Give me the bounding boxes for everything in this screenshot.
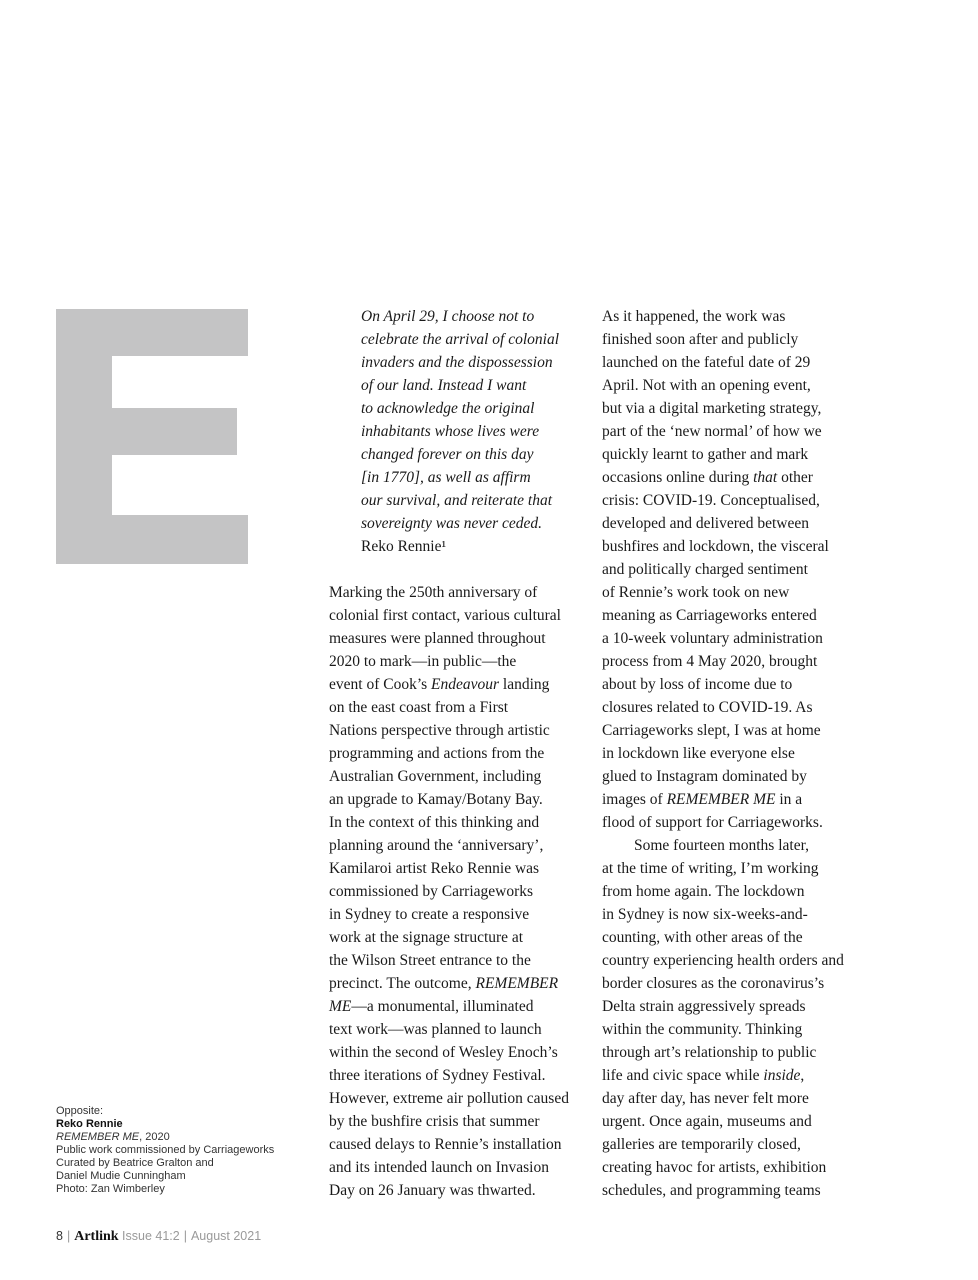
caption-year: , 2020: [139, 1131, 170, 1143]
body-line: galleries are temporarily closed,: [602, 1136, 801, 1153]
body-line: through art’s relationship to public: [602, 1044, 817, 1061]
body-line: urgent. Once again, museums and: [602, 1113, 812, 1130]
body-line: crisis: COVID-19. Conceptualised,: [602, 492, 820, 509]
body-line: planning around the ‘anniversary’,: [329, 837, 544, 854]
caption-line: Daniel Mudie Cunningham: [56, 1170, 186, 1182]
body-line: closures related to COVID-19. As: [602, 699, 813, 716]
footer-separator: |: [183, 1229, 187, 1243]
epigraph-quote: [361, 305, 586, 558]
body-line: occasions online during that other: [602, 469, 813, 486]
body-line: schedules, and programming teams: [602, 1182, 821, 1199]
body-line: an upgrade to Kamay/Botany Bay.: [329, 791, 543, 808]
body-line: of Rennie’s work took on new: [602, 584, 790, 601]
body-line: precinct. The outcome, REMEMBER: [329, 975, 559, 992]
body-line: Delta strain aggressively spreads: [602, 998, 806, 1015]
body-line: counting, with other areas of the: [602, 929, 803, 946]
body-line: in lockdown like everyone else: [602, 745, 795, 762]
body-line: a 10-week voluntary administration: [602, 630, 823, 647]
body-line: Kamilaroi artist Reko Rennie was: [329, 860, 540, 877]
body-line: Australian Government, including: [329, 768, 542, 785]
quote-line: On April 29, I choose not to: [361, 308, 535, 325]
page-footer: [56, 1229, 261, 1245]
body-line: day after day, has never felt more: [602, 1090, 809, 1107]
body-line: flood of support for Carriageworks.: [602, 814, 823, 831]
body-line: text work—was planned to launch: [329, 1021, 542, 1038]
body-line: Nations perspective through artistic: [329, 722, 550, 739]
body-line: programming and actions from the: [329, 745, 545, 762]
body-line: on the east coast from a First: [329, 699, 509, 716]
body-line: 2020 to mark—in public—the: [329, 653, 517, 670]
image-caption: [56, 1105, 306, 1196]
body-column-left: [329, 581, 589, 1202]
body-line: in Sydney to create a responsive: [329, 906, 530, 923]
caption-line: Photo: Zan Wimberley: [56, 1183, 165, 1195]
body-line: by the bushfire crisis that summer: [329, 1113, 540, 1130]
issue-date: August 2021: [190, 1229, 262, 1243]
body-line: border closures as the coronavirus’s: [602, 975, 825, 992]
body-line: meaning as Carriageworks entered: [602, 607, 817, 624]
body-line: event of Cook’s Endeavour landing: [329, 676, 550, 693]
body-line: at the time of writing, I’m working: [602, 860, 819, 877]
body-line: images of REMEMBER ME in a: [602, 791, 803, 808]
page-number: 8: [56, 1229, 63, 1243]
body-line: part of the ‘new normal’ of how we: [602, 423, 822, 440]
quote-line: invaders and the dispossession: [361, 354, 553, 371]
quote-line: inhabitants whose lives were: [361, 423, 540, 440]
drop-cap-letter-e: [56, 309, 248, 564]
caption-artist: Reko Rennie: [56, 1118, 123, 1130]
body-line: from home again. The lockdown: [602, 883, 805, 900]
quote-line: our survival, and reiterate that: [361, 492, 553, 509]
body-line: process from 4 May 2020, brought: [602, 653, 818, 670]
body-line: April. Not with an opening event,: [602, 377, 811, 394]
body-line: but via a digital marketing strategy,: [602, 400, 822, 417]
body-line: work at the signage structure at: [329, 929, 524, 946]
body-line: and its intended launch on Invasion: [329, 1159, 549, 1176]
quote-line: of our land. Instead I want: [361, 377, 527, 394]
body-line: about by loss of income due to: [602, 676, 793, 693]
body-column-right: [602, 305, 862, 1202]
quote-line: celebrate the arrival of colonial: [361, 331, 560, 348]
body-line: in Sydney is now six-weeks-and-: [602, 906, 808, 923]
body-line: three iterations of Sydney Festival.: [329, 1067, 546, 1084]
issue-number: Issue 41:2: [122, 1229, 180, 1243]
body-line: Day on 26 January was thwarted.: [329, 1182, 536, 1199]
body-line: colonial first contact, various cultural: [329, 607, 561, 624]
body-line: glued to Instagram dominated by: [602, 768, 807, 785]
body-line: commissioned by Carriageworks: [329, 883, 534, 900]
body-line: caused delays to Rennie’s installation: [329, 1136, 562, 1153]
caption-work-title: REMEMBER ME: [56, 1131, 140, 1143]
body-line: country experiencing health orders and: [602, 952, 844, 969]
caption-line: Public work commissioned by Carriageworks: [56, 1144, 275, 1156]
body-line: creating havoc for artists, exhibition: [602, 1159, 827, 1176]
quote-line: to acknowledge the original: [361, 400, 535, 417]
quote-attribution: Reko Rennie¹: [361, 538, 447, 555]
body-line: ME—a monumental, illuminated: [329, 998, 534, 1015]
body-line: the Wilson Street entrance to the: [329, 952, 531, 969]
body-line: finished soon after and publicly: [602, 331, 799, 348]
body-line: bushfires and lockdown, the visceral: [602, 538, 829, 555]
body-line: Marking the 250th anniversary of: [329, 584, 538, 601]
body-line: As it happened, the work was: [602, 308, 786, 325]
body-line: Some fourteen months later,: [634, 837, 810, 854]
quote-line: [in 1770], as well as affirm: [361, 469, 531, 486]
footer-separator: |: [66, 1229, 71, 1243]
body-line: However, extreme air pollution caused: [329, 1090, 569, 1107]
body-line: launched on the fateful date of 29: [602, 354, 811, 371]
body-line: Carriageworks slept, I was at home: [602, 722, 821, 739]
body-line: measures were planned throughout: [329, 630, 546, 647]
body-line: developed and delivered between: [602, 515, 810, 532]
body-line: In the context of this thinking and: [329, 814, 540, 831]
body-line: quickly learnt to gather and mark: [602, 446, 809, 463]
caption-label: Opposite:: [56, 1105, 104, 1117]
magazine-brand: Artlink: [74, 1229, 119, 1244]
quote-line: sovereignty was never ceded.: [361, 515, 543, 532]
quote-line: changed forever on this day: [361, 446, 534, 463]
body-line: within the community. Thinking: [602, 1021, 803, 1038]
body-line: and politically charged sentiment: [602, 561, 808, 578]
body-line: life and civic space while inside,: [602, 1067, 805, 1084]
body-line: within the second of Wesley Enoch’s: [329, 1044, 558, 1061]
caption-line: Curated by Beatrice Gralton and: [56, 1157, 214, 1169]
